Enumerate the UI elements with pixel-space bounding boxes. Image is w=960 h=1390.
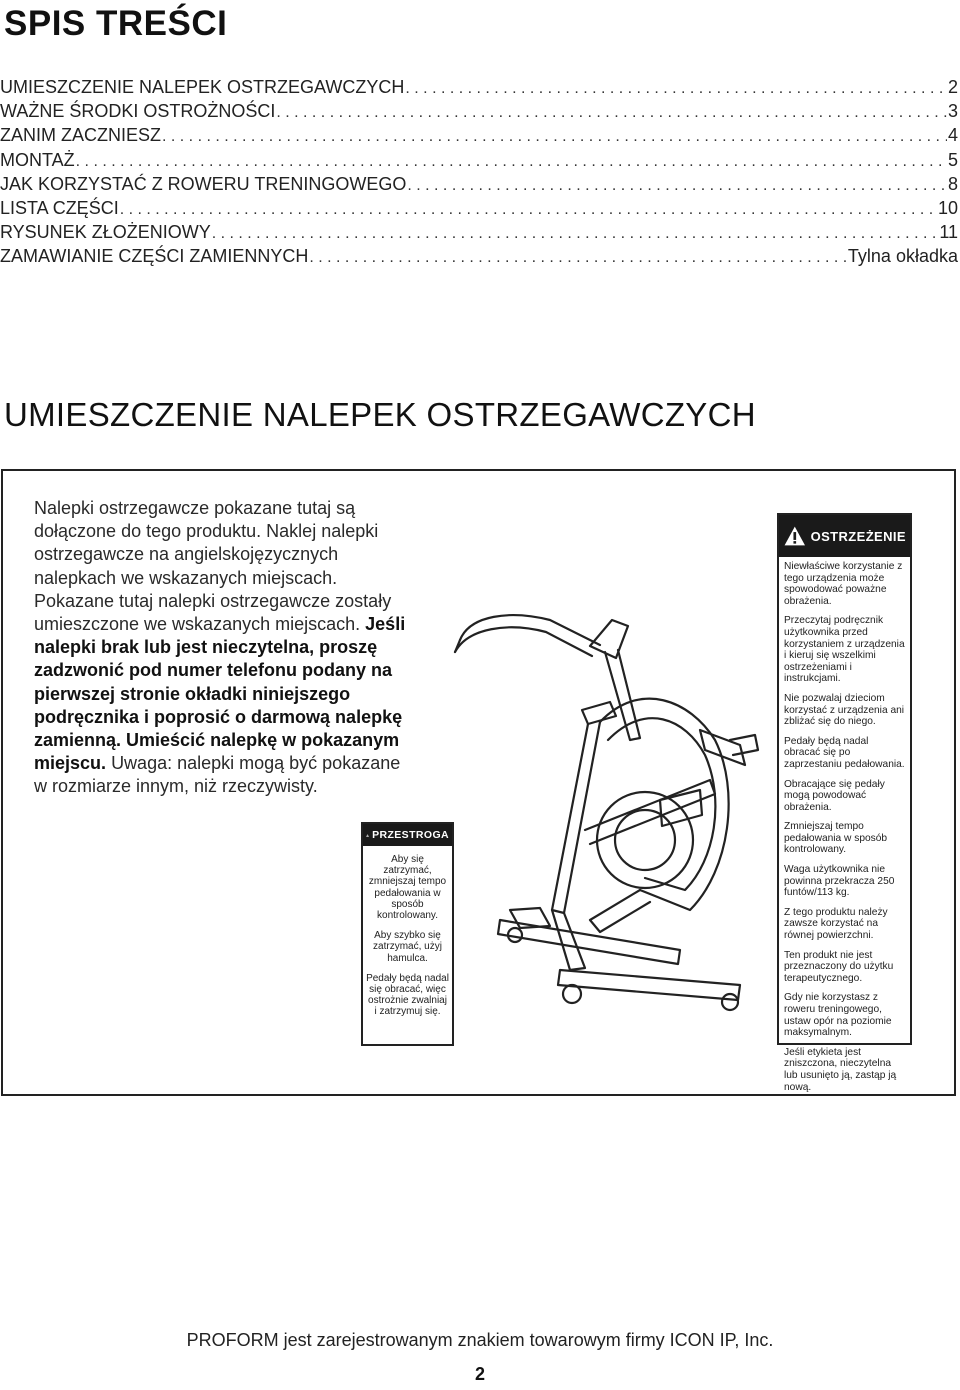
toc-entry[interactable] [0,196,958,220]
warning-triangle-icon [783,522,807,550]
toc-entry-label: RYSUNEK ZŁOŻENIOWY [0,222,211,243]
page-number: 2 [474,1364,485,1384]
toc-entry-page: 3 [947,101,958,122]
warning-item: Waga użytkownika nie powinna przekracza 250 funtów/113 kg. [784,864,895,899]
toc-entry[interactable] [0,123,958,147]
toc-entry-page: Tylna okładka [847,246,958,267]
toc-entry-page: 10 [937,197,958,218]
toc-entry-page: 11 [939,222,958,243]
toc-leader-dots [405,77,947,101]
trademark-notice: PROFORM jest zarejestrowanym znakiem towarowym firmy ICON IP, Inc. [186,1330,774,1350]
toc-entry-label: JAK KORZYSTAĆ Z ROWERU TRENINGOWEGO [0,173,407,194]
toc-entry[interactable] [0,172,958,196]
toc-entry-label: ZANIM ZACZNIESZ [0,125,161,146]
toc-entry-page: 8 [947,173,958,194]
toc-entry-page: 2 [947,77,958,97]
section-title: UMIESZCZENIE NALEPEK OSTRZEGAWCZYCH [4,396,756,433]
warning-label-body [779,557,910,1103]
toc-entry-label: MONTAŻ [0,149,75,170]
warning-item: Jeśli etykieta jest zniszczona, nieczytelna lub usunięto ją, zastąp ją nową. [784,1046,897,1093]
caution-label-header [363,824,452,846]
description-regular: Nalepki ostrzegawcze pokazane tutaj są dołączone do tego produktu. Naklej nalepki ostrzegawcze na angielskojęzycznych nalepkach we wskazanych miejscach. Pokazane tutaj nalepki ostrzegawcze zostały umieszczone we wskazanych miejscach. [34,498,392,635]
warning-item: Nie pozwalaj dzieciom korzystać z urządzenia ani zbliżać się do niego. [784,692,905,728]
warning-label-header [779,515,910,557]
caution-label-body [363,846,452,1035]
warning-label-title: OSTRZEŻENIE [810,528,906,544]
warning-item: Z tego produktu należy zawsze korzystać na równej powierzchni. [784,906,888,942]
warning-item: Pedały będą nadal obracać się po zaprzestaniu pedałowania. [784,735,905,770]
toc-title: SPIS TREŚCI [4,4,228,43]
warning-item: Gdy nie korzystasz z roweru treningowego, ustaw opór na poziomie maksymalnym. [784,992,892,1039]
toc-leader-dots [309,246,847,270]
section-description [34,497,414,799]
caution-item: Aby szybko się zatrzymać, użyj hamulca. [373,930,442,964]
description-bold: Jeśli nalepki brak lub jest nieczytelna, proszę zadzwonić pod numer telefonu podany na pierwszej stronie okładki niniejszego podręcznika i poprosić o darmową nalepkę zamienną. Umieścić nalepkę w pokazanym miejscu. [34,614,406,774]
caution-label-title: PRZESTROGA [372,829,449,841]
warning-label [777,513,912,1093]
toc-entry-label: LISTA CZĘŚCI [0,197,119,218]
toc-leader-dots [212,222,939,246]
toc-leader-dots [120,198,937,222]
toc-entry[interactable] [0,220,958,244]
toc-leader-dots [76,150,947,174]
toc-entry[interactable] [0,99,958,123]
warning-item: Niewłaściwe korzystanie z tego urządzenia może spowodować poważne obrażenia. [784,561,903,607]
caution-label [361,822,454,1046]
toc-leader-dots [407,174,947,198]
toc-list [0,75,958,269]
toc-leader-dots [162,125,947,149]
warning-item: Ten produkt nie jest przeznaczony do użytku terapeutycznego. [784,949,894,984]
toc-entry[interactable] [0,244,958,268]
toc-entry-page: 5 [947,149,958,170]
warning-item: Obracające się pedały mogą powodować obrażenia. [784,778,885,813]
toc-leader-dots [276,101,947,125]
toc-entry-label: ZAMAWIANIE CZĘŚCI ZAMIENNYCH [0,246,309,267]
caution-item: Aby się zatrzymać, zmniejszaj tempo pedałowania w sposób kontrolowany. [368,854,447,922]
warning-item: Przeczytaj podręcznik użytkownika przed korzystaniem z urządzenia i kieruj się wszelkimi ostrzeżeniami i instrukcjami. [784,615,905,685]
toc-entry-page: 4 [947,125,958,146]
warning-triangle-icon [366,828,369,843]
description-note: Uwaga: nalepki mogą być pokazane w rozmiarze innym, niż rzeczywisty. [34,753,401,797]
toc-entry[interactable] [0,75,958,99]
toc-entry[interactable] [0,148,958,172]
warning-item: Zmniejszaj tempo pedałowania w sposób kontrolowany. [784,821,888,856]
toc-entry-label: WAŻNE ŚRODKI OSTROŻNOŚCI [0,101,276,122]
exercise-bike-illustration [440,590,780,1015]
caution-item: Pedały będą nadal się obracać, więc ostrożnie zwalniaj i zatrzymuj się. [366,972,449,1018]
toc-entry-label: UMIESZCZENIE NALEPEK OSTRZEGAWCZYCH [0,77,405,97]
